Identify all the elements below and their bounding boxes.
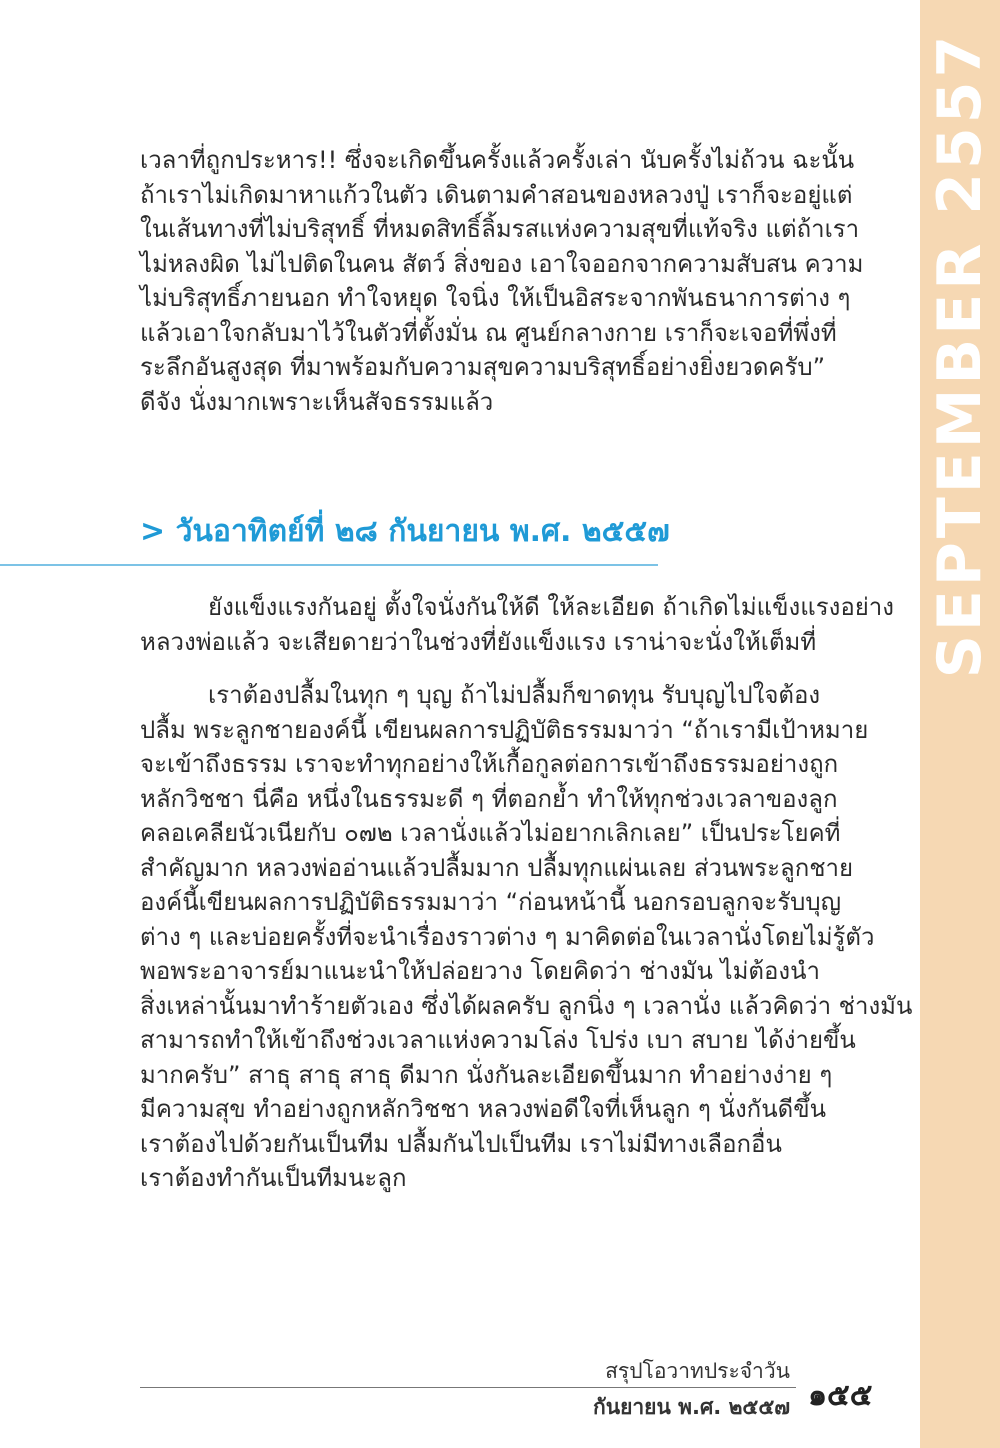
footer-divider (140, 1387, 796, 1388)
text-line: ระลึกอันสูงสุด ที่มาพร้อมกับความสุขความบริสุทธิ์อย่างยิ่งยวดครับ” (140, 353, 826, 381)
text-line: สำคัญมาก หลวงพ่ออ่านแล้วปลื้มมาก ปลื้มทุกแผ่นเลย ส่วนพระลูกชาย (140, 853, 854, 882)
paragraph-1 (140, 143, 878, 419)
text-line: หลวงพ่อแล้ว จะเสียดายว่าในช่วงที่ยังแข็งแรง เราน่าจะนั่งให้เต็มที่ (140, 627, 817, 656)
footer-title: สรุปโอวาทประจำวัน (605, 1359, 790, 1383)
text-line: สิ่งเหล่านั้นมาทำร้ายตัวเอง ซึ่งได้ผลครับ ลูกนิ่ง ๆ เวลานั่ง แล้วคิดว่า ช่างมัน (140, 991, 913, 1020)
text-line: เวลาที่ถูกประหาร!! ซึ่งจะเกิดขึ้นครั้งแล้วครั้งเล่า นับครั้งไม่ถ้วน ฉะนั้น (140, 146, 855, 174)
text-line: เราต้องทำกันเป็นทีมนะลูก (140, 1164, 407, 1192)
text-line: คลอเคลียนัวเนียกับ ๐๗๒ เวลานั่งแล้วไม่อยากเลิกเลย” เป็นประโยคที่ (140, 819, 841, 847)
paragraph-3 (140, 678, 913, 1196)
heading-divider (0, 564, 658, 566)
paragraph-2 (140, 590, 894, 659)
text-line: ถ้าเราไม่เกิดมาหาแก้วในตัว เดินตามคำสอนของหลวงปู่ เราก็จะอยู่แต่ (140, 180, 853, 209)
text-line: เราต้องไปด้วยกันเป็นทีม ปลื้มกันไปเป็นทีม เราไม่มีทางเลือกอื่น (140, 1129, 782, 1158)
footer-date: กันยายน พ.ศ. ๒๕๕๗ (593, 1395, 790, 1419)
text-line: พอพระอาจารย์มาแนะนำให้ปล่อยวาง โดยคิดว่า ช่างมัน ไม่ต้องนำ (140, 957, 821, 985)
text-line: ต่าง ๆ และบ่อยครั้งที่จะนำเรื่องราวต่าง ๆ มาคิดต่อในเวลานั่งโดยไม่รู้ตัว (140, 922, 875, 951)
text-line: สามารถทำให้เข้าถึงช่วงเวลาแห่งความโล่ง โปร่ง เบา สบาย ได้ง่ายขึ้น (140, 1026, 856, 1054)
text-line: ปลื้ม พระลูกชายองค์นี้ เขียนผลการปฏิบัติธรรมมาว่า “ถ้าเรามีเป้าหมาย (140, 715, 869, 744)
side-month-label: SEPTEMBER 2557 (925, 31, 995, 679)
text-line: ยังแข็งแรงกันอยู่ ตั้งใจนั่งกันให้ดี ให้ละเอียด ถ้าเกิดไม่แข็งแรงอย่าง (208, 593, 894, 621)
section-heading: > วันอาทิตย์ที่ ๒๘ กันยายน พ.ศ. ๒๕๕๗ (140, 514, 670, 549)
text-line: องค์นี้เขียนผลการปฏิบัติธรรมมาว่า “ก่อนหน้านี้ นอกรอบลูกจะรับบุญ (140, 888, 842, 916)
text-line: หลักวิชชา นี่คือ หนึ่งในธรรมะดี ๆ ที่ตอกย้ำ ทำให้ทุกช่วงเวลาของลูก (140, 784, 838, 813)
text-line: ดีจัง นั่งมากเพราะเห็นสัจธรรมแล้ว (140, 387, 494, 416)
page-number: ๑๕๕ (808, 1378, 873, 1413)
text-line: เราต้องปลื้มในทุก ๆ บุญ ถ้าไม่ปลื้มก็ขาดทุน รับบุญไปใจต้อง (208, 681, 821, 709)
text-line: มากครับ” สาธุ สาธุ สาธุ ดีมาก นั่งกันละเอียดขึ้นมาก ทำอย่างง่าย ๆ (140, 1060, 833, 1089)
text-line: จะเข้าถึงธรรม เราจะทำทุกอย่างให้เกื้อกูลต่อการเข้าถึงธรรมอย่างถูก (140, 750, 839, 778)
text-line: มีความสุข ทำอย่างถูกหลักวิชชา หลวงพ่อดีใจที่เห็นลูก ๆ นั่งกันดีขึ้น (140, 1095, 827, 1123)
text-line: ไม่บริสุทธิ์ภายนอก ทำใจหยุด ใจนิ่ง ให้เป็นอิสระจากพันธนาการต่าง ๆ (140, 284, 851, 312)
text-line: แล้วเอาใจกลับมาไว้ในตัวที่ตั้งมั่น ณ ศูนย์กลางกาย เราก็จะเจอที่พึ่งที่ (140, 318, 837, 347)
text-line: ไม่หลงผิด ไม่ไปติดในคน สัตว์ สิ่งของ เอาใจออกจากความสับสน ความ (140, 249, 864, 278)
text-line: ในเส้นทางที่ไม่บริสุทธิ์ ที่หมดสิทธิ์ลิ้มรสแห่งความสุขที่แท้จริง แต่ถ้าเรา (140, 215, 860, 243)
